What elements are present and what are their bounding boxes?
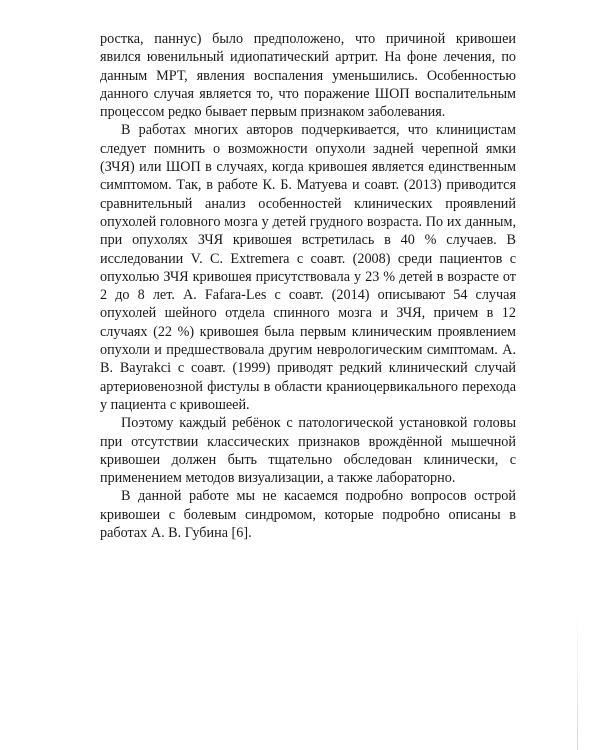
page-body [100,30,516,542]
paragraph-scope: В данной работе мы не касаемся подробно вопросов острой кривошеи с болевым синдромом, которые подробно описаны в работах А. В. Губина [6]. [100,488,516,542]
paragraph-examination: Поэтому каждый ребёнок с патологической установкой головы при отсутствии классических признаков врождённой мышечной кривошеи должен быть тщательно обследован клинически, с применением методов визуализации, а также лабораторно. [100,415,516,487]
paragraph-tumor-studies: В работах многих авторов подчеркивается, что клиницистам следует помнить о возможности опухоли задней черепной ямки (ЗЧЯ) или ШОП в случаях, когда кривошея является единственным симптомом. Так, в работе К. Б. Матуева и соавт. (2013) приводится сравнительный анализ особенностей клинических проявлений опухолей головного мозга у детей грудного возраста. По их данным, при опухолях ЗЧЯ кривошея встретилась в 40 % случаев. В исследовании V. C. Extremera с соавт. (2008) среди пациентов с опухолью ЗЧЯ кривошея присутствовала у 23 % детей в возрасте от 2 до 8 лет. A. Fafara-Les с соавт. (2014) описывают 54 случая опухолей шейного отдела спинного мозга и ЗЧЯ, причем в 12 случаях (22 %) кривошея была первым клиническим проявлением опухоли и предшествовала другим неврологическим симптомам. А. В. Bayrakci с соавт. (1999) приводят редкий клинический случай артериовенозной фистулы в области краниоцервикального перехода у пациента с кривошеей. [100,122,516,413]
paragraph-continuation: ростка, паннус) было предположено, что причиной кривошеи явился ювенильный идиопатический артрит. На фоне лечения, по данным МРТ, явления воспаления уменьшились. Особенностью данного случая является то, что поражение ШОП воспалительным процессом редко бывает первым признаком заболевания. [100,31,516,121]
page-edge-shadow [577,610,578,750]
